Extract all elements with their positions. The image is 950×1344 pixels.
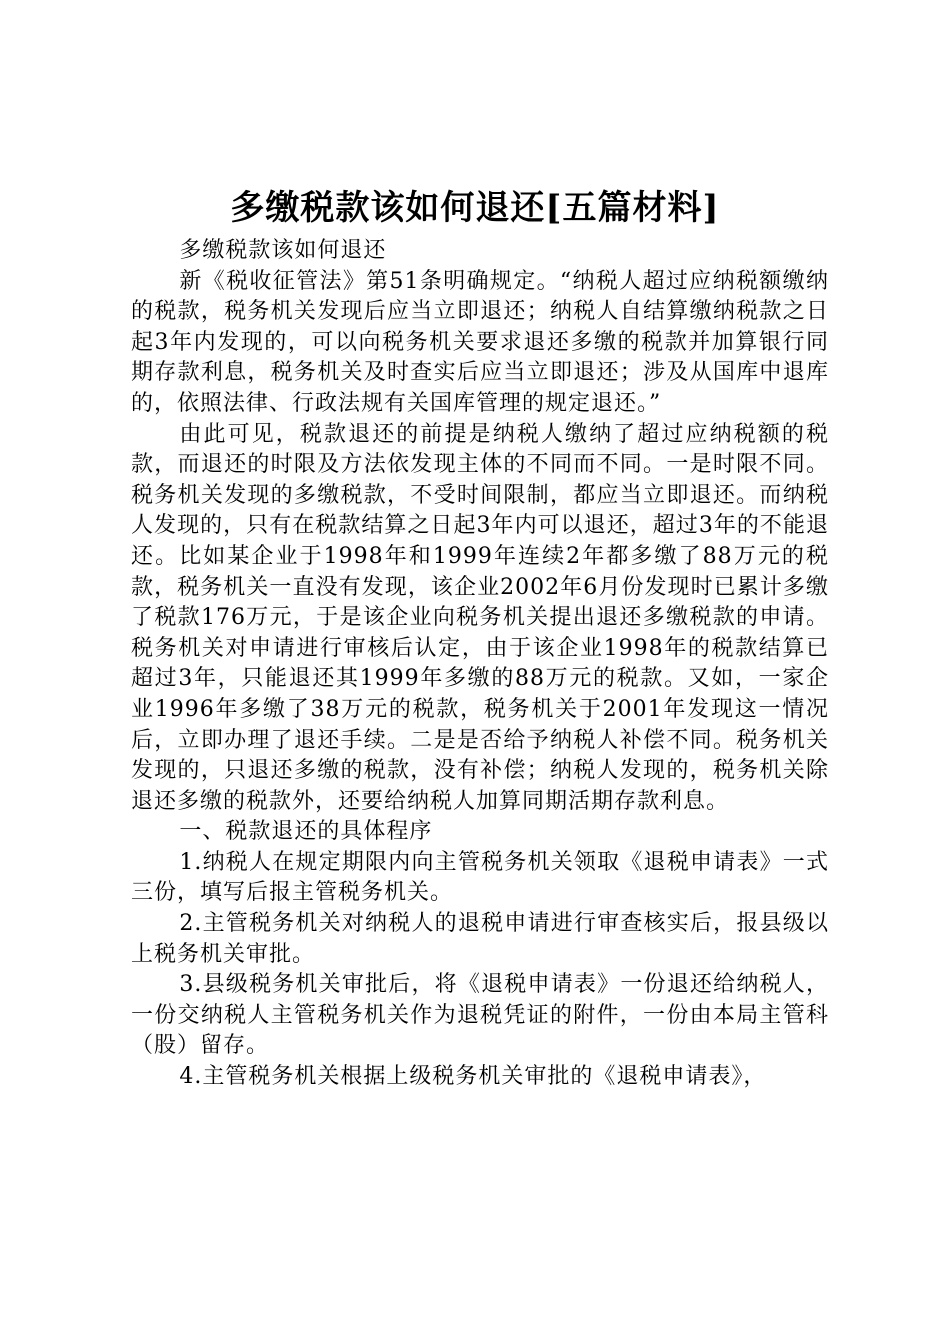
- section-heading: 一、税款退还的具体程序: [179, 819, 433, 845]
- procedure-step-3: 3.县级税务机关审批后，将《退税申请表》一份退还给纳税人，一份交纳税人主管税务机关作为退税凭证的附件，一份由本局主管科（股）留存。: [131, 972, 829, 1059]
- document-body: [131, 236, 829, 1093]
- paragraph-law-quote: 新《税收征管法》第51条明确规定。“纳税人超过应纳税额缴纳的税款，税务机关发现后应当立即退还；纳税人自结算缴纳税款之日起3年内发现的，可以向税务机关要求退还多缴的税款并加算银行同期存款利息，税务机关及时查实后应当立即退还；涉及从国库中退库的，依照法律、行政法规有关国库管理的规定退还。”: [131, 268, 829, 416]
- procedure-step-4: 4.主管税务机关根据上级税务机关审批的《退税申请表》，: [179, 1064, 767, 1090]
- paragraph-subtitle: 多缴税款该如何退还: [179, 238, 387, 263]
- procedure-step-2: 2.主管税务机关对纳税人的退税申请进行审查核实后，报县级以上税务机关审批。: [131, 911, 829, 967]
- document-title: 多缴税款该如何退还[五篇材料]: [230, 188, 720, 228]
- paragraph-analysis: 由此可见，税款退还的前提是纳税人缴纳了超过应纳税额的税款，而退还的时限及方法依发现主体的不同而不同。一是时限不同。税务机关发现的多缴税款，不受时间限制，都应当立即退还。而纳税人发现的，只有在税款结算之日起3年内可以退还，超过3年的不能退还。比如某企业于1998年和1999年连续2年都多缴了88万元的税款，税务机关一直没有发现，该企业2002年6月份发现时已累计多缴了税款176万元，于是该企业向税务机关提出退还多缴税款的申请。税务机关对申请进行审核后认定，由于该企业1998年的税款结算已超过3年，只能退还其1999年多缴的88万元的税款。又如，一家企业1996年多缴了38万元的税款，税务机关于2001年发现这一情况后，立即办理了退还手续。二是是否给予纳税人补偿不同。税务机关发现的，只退还多缴的税款，没有补偿；纳税人发现的，税务机关除退还多缴的税款外，还要给纳税人加算同期活期存款利息。: [131, 421, 829, 814]
- procedure-step-1: 1.纳税人在规定期限内向主管税务机关领取《退税申请表》一式三份，填写后报主管税务机关。: [131, 849, 829, 906]
